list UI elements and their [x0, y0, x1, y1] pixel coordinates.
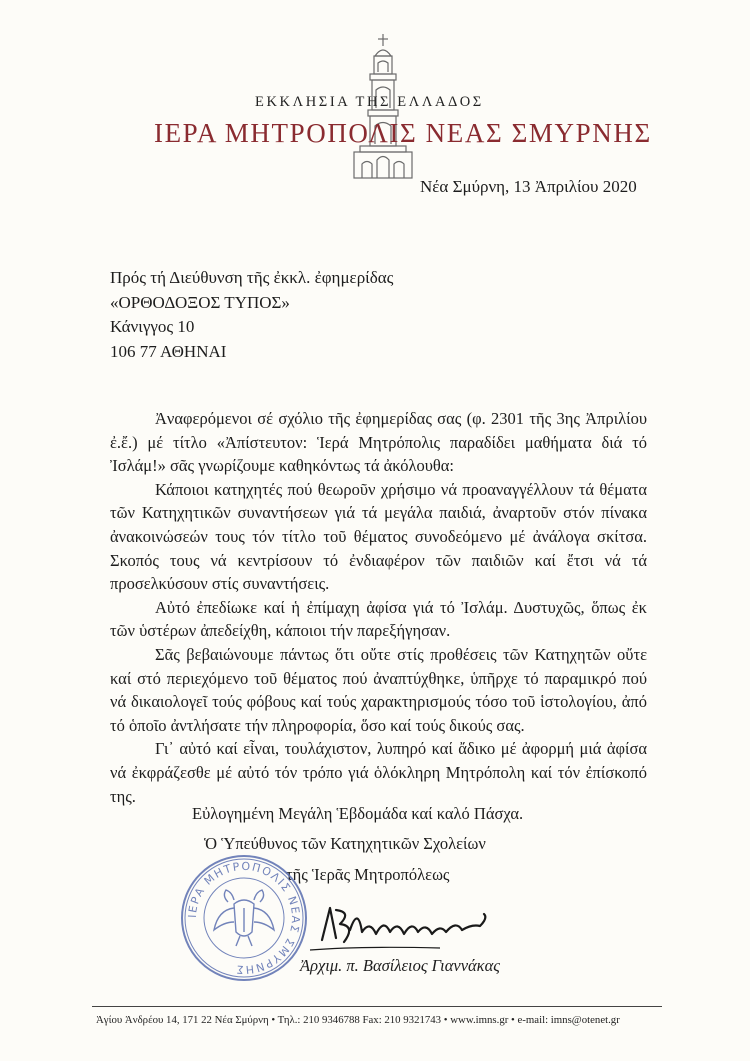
- body-paragraph: Ἀναφερόμενοι σέ σχόλιο τῆς ἐφημερίδας σας (φ. 2301 τῆς 3ης Ἀπριλίου ἐ.ἔ.) μέ τίτλο «Ἀπίστευτον: Ἱερά Μητρόπολις παραδίδει μαθήματα διά τό Ἰσλάμ!» σᾶς γνωρίζουμε καθηκόντως τά ἀκόλουθα:: [110, 409, 647, 476]
- body-paragraph: Αὐτό ἐπεδίωκε καί ἡ ἐπίμαχη ἀφίσα γιά τό Ἰσλάμ. Δυστυχῶς, ὅπως ἐκ τῶν ὑστέρων ἀπεδείχθη, κάποιοι τήν παρεξήγησαν.: [110, 597, 647, 641]
- footer-contact: Ἁγίου Ἀνδρέου 14, 171 22 Νέα Σμύρνη • Τηλ.: 210 9346788 Fax: 210 9321743 • www.imns.gr • e-mail: imns@otenet.gr: [96, 1014, 620, 1026]
- official-seal: [178, 852, 310, 984]
- signatory-role: Ὁ Ὑπεύθυνος τῶν Κατηχητικῶν Σχολείων: [204, 834, 486, 853]
- church-name: ΕΚΚΛΗΣΙΑ ΤΗΣ ΕΛΛΑΔΟΣ: [255, 94, 484, 110]
- signature: [300, 890, 510, 960]
- letter-body: [110, 407, 647, 808]
- svg-text:ΙΕΡΑ ΜΗΤΡΟΠΟΛΙΣ ΝΕΑΣ ΣΜΥΡΝΗΣ: ΙΕΡΑ ΜΗΤΡΟΠΟΛΙΣ ΝΕΑΣ ΣΜΥΡΝΗΣ: [185, 859, 303, 977]
- signatory-org: τῆς Ἱερᾶς Μητροπόλεως: [286, 865, 450, 884]
- closing-greeting: Εὐλογημένη Μεγάλη Ἑβδομάδα καί καλό Πάσχα.: [192, 804, 524, 823]
- addressee-block: [110, 266, 393, 364]
- footer-divider: [92, 1006, 662, 1007]
- body-paragraph: Σᾶς βεβαιώνουμε πάντως ὅτι οὔτε στίς προθέσεις τῶν Κατηχητῶν οὔτε καί στό περιεχόμενο τοῦ θέματος πού ἀναπτύχθηκε, ὑπῆρχε τό παραμικρό πού νά δικαιολογεῖ τούς φόβους καί τούς χαρακτηρισμούς τόσο τοῦ ἱστολογίου, ἀπό τό ὁποῖο ἀντλήσατε τήν πληροφορία, ὅσο καί τούς δικούς σας.: [110, 644, 647, 735]
- body-paragraph: Κάποιοι κατηχητές πού θεωροῦν χρήσιμο νά προαναγγέλλουν τά θέματα τῶν Κατηχητικῶν συναντήσεων γιά τά μεγάλα παιδιά, ἀναρτοῦν στόν πίνακα ἀνακοινώσεών τους τόν τίτλο τοῦ θέματος συνοδεόμενο μέ ἀνάλογα σκίτσα. Σκοπός τους νά κεντρίσουν τό ἐνδιαφέρον τῶν παιδιῶν καί ἔτσι νά τά προσελκύσουν στίς συναντήσεις.: [110, 479, 647, 594]
- metropolis-name: ΙΕΡΑ ΜΗΤΡΟΠΟΛΙΣ ΝΕΑΣ ΣΜΥΡΝΗΣ: [154, 118, 652, 148]
- letter-date: Νέα Σμύρνη, 13 Ἀπριλίου 2020: [420, 177, 637, 196]
- addressee-line: Πρός τή Διεύθυνση τῆς ἐκκλ. ἐφημερίδας: [110, 268, 394, 287]
- signatory-name: Ἀρχιμ. π. Βασίλειος Γιαννάκας: [300, 956, 500, 975]
- double-headed-eagle-icon: [214, 890, 274, 946]
- body-paragraph: Γι᾽ αὐτό καί εἶναι, τουλάχιστον, λυπηρό καί ἄδικο μέ ἀφορμή μιά ἀφίσα νά ἐκφράζεσθε μέ αὐτό τόν τρόπο γιά ὁλόκληρη Μητρόπολη καί τόν ἐπίσκοπό της.: [110, 739, 647, 806]
- addressee-line: Κάνιγγος 10: [110, 317, 195, 336]
- addressee-line: «ΟΡΘΟΔΟΞΟΣ ΤΥΠΟΣ»: [110, 292, 290, 312]
- addressee-line: 106 77 ΑΘΗΝΑΙ: [110, 341, 227, 361]
